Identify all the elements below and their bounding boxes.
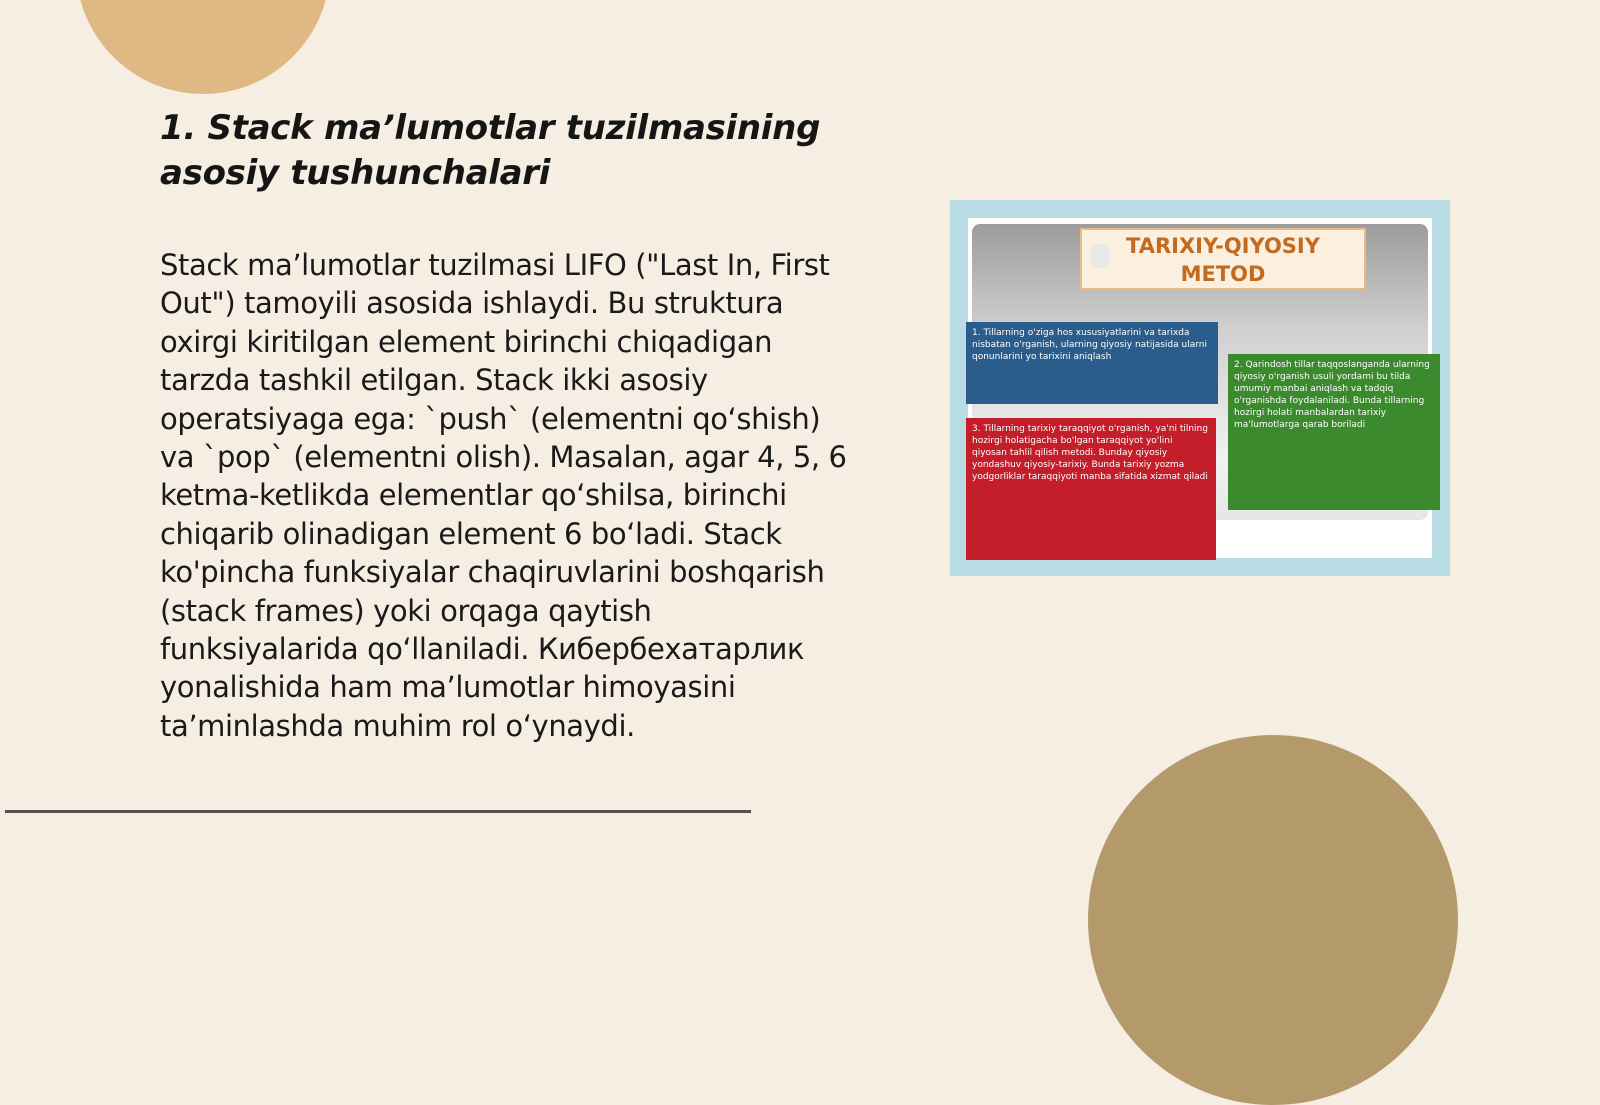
- illustration-box-blue: 1. Tillarning o'zigа hos xususiyatlarini va tarixda nisbatan o'rganish, ularning qiyosiy natijasida ularni qonunlarini yo tarixini aniqlash: [966, 322, 1218, 404]
- slide-illustration: [950, 200, 1450, 576]
- banner-title: TARIXIY-QIYOSIY METOD: [1126, 234, 1320, 286]
- illustration-canvas: [968, 218, 1432, 558]
- illustration-box-green: 2. Qarindosh tillar taqqoslanganda ularning qiyosiy o'rganish usuli yordami bu tilda umumiy manbai aniqlash va tadqiq o'rganishda foydalaniladi. Bunda tillarning hozirgi holati manbalardan tarixiy ma'lumotlarga qarab boriladi: [1228, 354, 1440, 510]
- banner-icon: [1090, 244, 1110, 268]
- illustration-box-red: 3. Tillarning tarixiy taraqqiyot o'rganish, ya'ni tilning hozirgi holatigacha bo'lgan taraqqiyot yo'lini qiyosan tahlil qilish metodi. Bunday qiyosiy yondashuv qiyosiy-tarixiy. Bunda tarixiy yozma yodgorliklar taraqqiyoti manba sifatida xizmat qiladi: [966, 418, 1216, 560]
- slide-title: 1. Stack ma’lumotlar tuzilmasining asosiy tushunchalari: [160, 108, 821, 193]
- slide-body-text: Stack ma’lumotlar tuzilmasi LIFO ("Last In, First Out") tamoyili asosida ishlaydi. Bu struktura oxirgi kiritilgan element birinchi chiqadigan tarzda tashkil etilgan. Stack ikki asosiy operatsiyaga ega: `push` (elementni qo‘shish) va `pop` (elementni olish). Masalan, agar 4, 5, 6 ketma-ketlikda elementlar qo‘shilsa, birinchi chiqarib olinadigan element 6 bo‘ladi. Stack ko'pincha funksiyalar chaqiruvlarini boshqarish (stack frames) yoki orqaga qaytish funksiyalarida qo‘llaniladi. Кибербехатарлик yonalishida ham ma’lumotlar himoyasini ta’minlashda muhim rol o‘ynaydi.: [160, 248, 847, 743]
- illustration-banner: [1080, 228, 1366, 290]
- decorative-circle-top: [76, 0, 330, 94]
- divider-line: [5, 810, 751, 813]
- decorative-circle-bottom: [1088, 735, 1458, 1105]
